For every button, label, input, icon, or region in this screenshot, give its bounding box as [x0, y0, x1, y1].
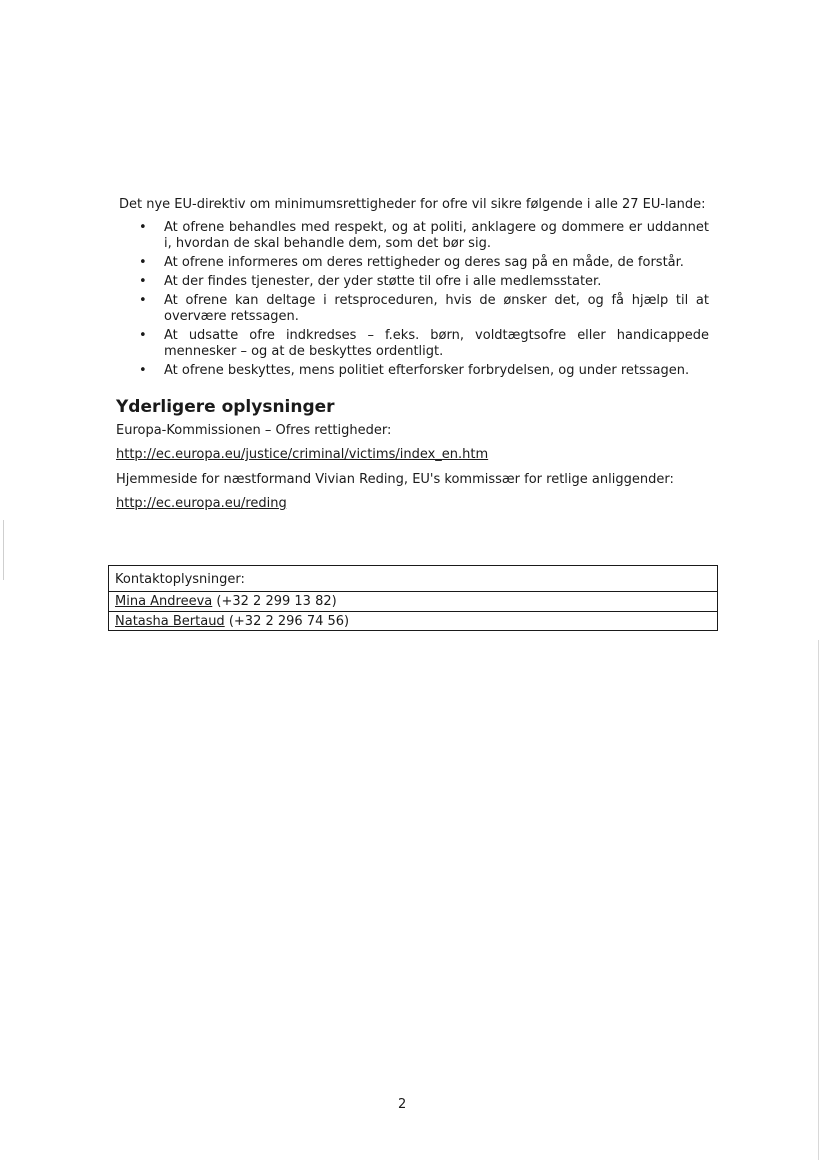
bullet-icon: • [139, 274, 147, 289]
page-number: 2 [398, 1097, 407, 1112]
scan-edge-mark [818, 640, 819, 1160]
bullet-icon: • [139, 328, 147, 343]
scan-edge-mark [3, 520, 4, 580]
commission-link[interactable]: http://ec.europa.eu/justice/criminal/victims/index_en.htm [116, 447, 489, 462]
list-item [137, 255, 709, 271]
contact-title: Kontaktoplysninger: [115, 572, 245, 587]
contact-row-mina [115, 593, 337, 610]
list-item [137, 220, 709, 252]
contact-box [108, 565, 718, 631]
contact-name-link[interactable]: Mina Andreeva [115, 594, 213, 609]
contact-phone: (+32 2 299 13 82) [216, 594, 337, 609]
list-item-text: At ofrene behandles med respekt, og at politi, anklagere og dommere er uddannet i, hvordan de skal behandle dem, som det bør sig. [164, 220, 709, 251]
list-item-text: At ofrene beskyttes, mens politiet efterforsker forbrydelsen, og under retssagen. [164, 363, 690, 378]
rights-list [137, 220, 709, 382]
bullet-icon: • [139, 220, 147, 235]
list-item-text: At der findes tjenester, der yder støtte til ofre i alle medlemsstater. [164, 274, 602, 289]
section-heading: Yderligere oplysninger [116, 397, 335, 417]
commission-link-row [116, 446, 488, 463]
row-divider [109, 591, 717, 592]
contact-row-natasha [115, 613, 349, 630]
bullet-icon: • [139, 363, 147, 378]
commission-label: Europa-Kommissionen – Ofres rettigheder: [116, 423, 392, 438]
list-item-text: At udsatte ofre indkredses – f.eks. børn, voldtægtsofre eller handicappede mennesker – og at de beskyttes ordentligt. [164, 328, 709, 359]
bullet-icon: • [139, 293, 147, 308]
list-item-text: At ofrene informeres om deres rettigheder og deres sag på en måde, de forstår. [164, 255, 684, 270]
reding-label: Hjemmeside for næstformand Vivian Reding, EU's kommissær for retlige anliggender: [116, 472, 674, 487]
list-item-text: At ofrene kan deltage i retsproceduren, hvis de ønsker det, og få hjælp til at overvære retssagen. [164, 293, 709, 324]
intro-paragraph: Det nye EU-direktiv om minimumsrettigheder for ofre vil sikre følgende i alle 27 EU-lande: [119, 197, 706, 212]
contact-name-link[interactable]: Natasha Bertaud [115, 614, 225, 629]
reding-link[interactable]: http://ec.europa.eu/reding [116, 496, 287, 511]
reding-link-row [116, 495, 287, 512]
list-item [137, 274, 709, 290]
contact-phone: (+32 2 296 74 56) [228, 614, 350, 629]
list-item [137, 293, 709, 325]
list-item [137, 328, 709, 360]
list-item [137, 363, 709, 379]
bullet-icon: • [139, 255, 147, 270]
row-divider [109, 611, 717, 612]
